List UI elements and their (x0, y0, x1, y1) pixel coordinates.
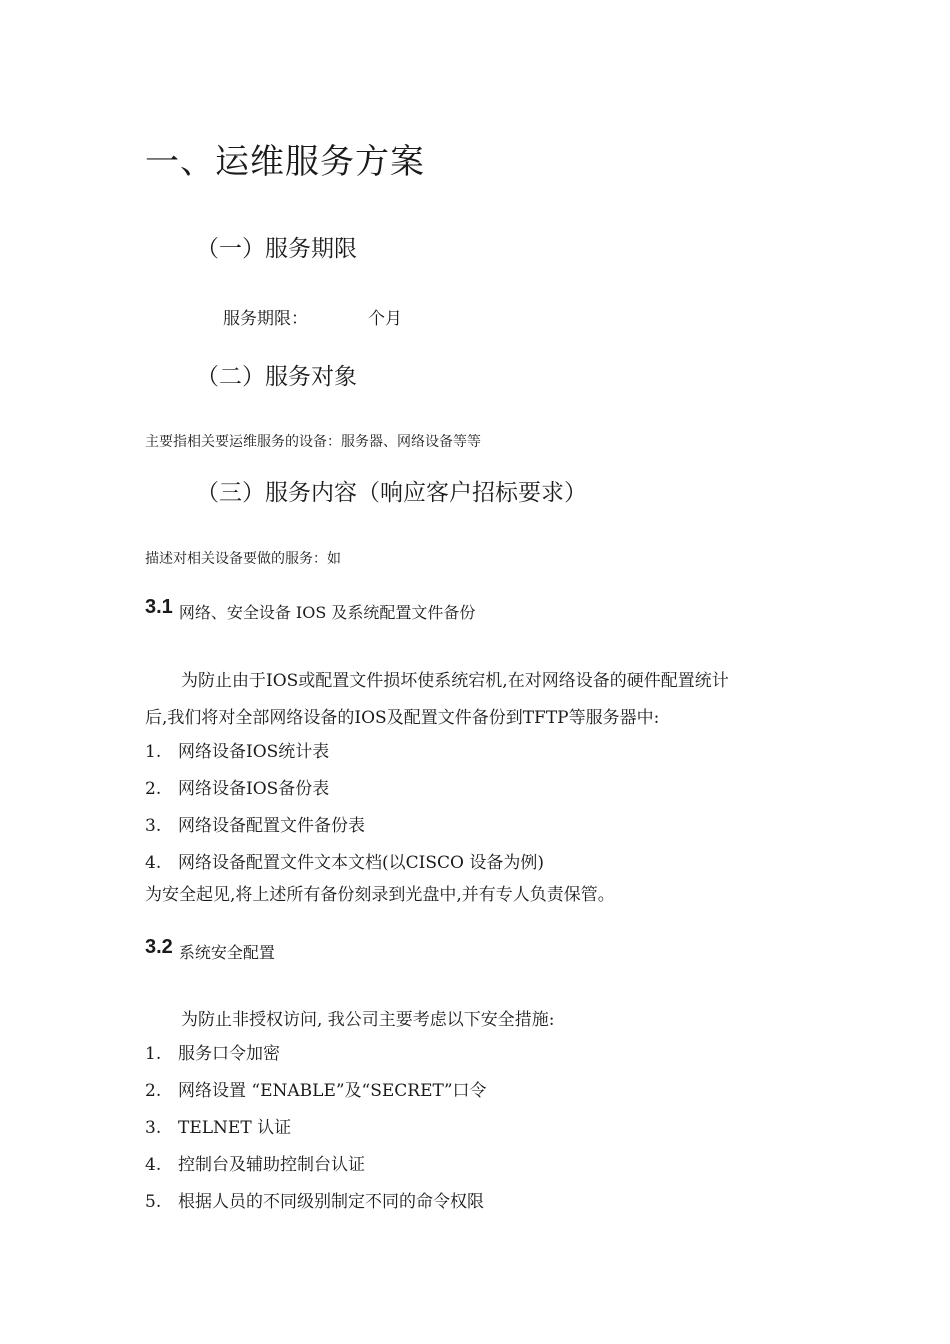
service-object-text: 主要指相关要运维服务的设备：服务器、网络设备等等 (145, 434, 481, 450)
service-period-line (223, 304, 402, 329)
list-item: 2. 网络设置 “ENABLE”及“SECRET”口令 (145, 1081, 487, 1101)
service-period-label: 服务期限： (223, 309, 308, 329)
service-period-unit: 个月 (368, 309, 402, 329)
backup-list (145, 740, 544, 877)
subsection-title: 系统安全配置 (178, 943, 275, 962)
security-list (145, 1042, 487, 1227)
subsection-number: 3.2 (145, 936, 173, 958)
list-item: 1. 网络设备IOS统计表 (145, 742, 330, 762)
paragraph-line: 后,我们将对全部网络设备的IOS及配置文件备份到TFTP等服务器中: (145, 708, 660, 728)
list-item: 3. 网络设备配置文件备份表 (145, 816, 365, 836)
list-item: 5. 根据人员的不同级别制定不同的命令权限 (145, 1192, 484, 1212)
subsection-3-1-heading (145, 596, 476, 624)
section-heading-object: （二）服务对象 (196, 364, 357, 390)
list-item: 4. 网络设备配置文件文本文档(以CISCO 设备为例) (145, 853, 544, 873)
list-item: 2. 网络设备IOS备份表 (145, 779, 330, 799)
backup-note: 为安全起见,将上述所有备份刻录到光盘中,并有专人负责保管。 (145, 885, 615, 905)
list-item: 1. 服务口令加密 (145, 1044, 280, 1064)
section-heading-content: （三）服务内容（响应客户招标要求） (196, 480, 587, 506)
subsection-title: 网络、安全设备 IOS 及系统配置文件备份 (178, 603, 476, 622)
paragraph-line: 为防止非授权访问, 我公司主要考虑以下安全措施: (181, 1010, 555, 1030)
paragraph-line: 为防止由于IOS或配置文件损坏使系统宕机,在对网络设备的硬件配置统计 (181, 671, 729, 691)
section-heading-period: （一）服务期限 (196, 236, 357, 262)
list-item: 3. TELNET 认证 (145, 1118, 292, 1138)
service-content-intro: 描述对相关设备要做的服务：如 (145, 551, 341, 567)
subsection-number: 3.1 (145, 596, 173, 618)
page-title: 一、运维服务方案 (145, 142, 425, 182)
list-item: 4. 控制台及辅助控制台认证 (145, 1155, 365, 1175)
subsection-3-2-heading (145, 936, 275, 964)
